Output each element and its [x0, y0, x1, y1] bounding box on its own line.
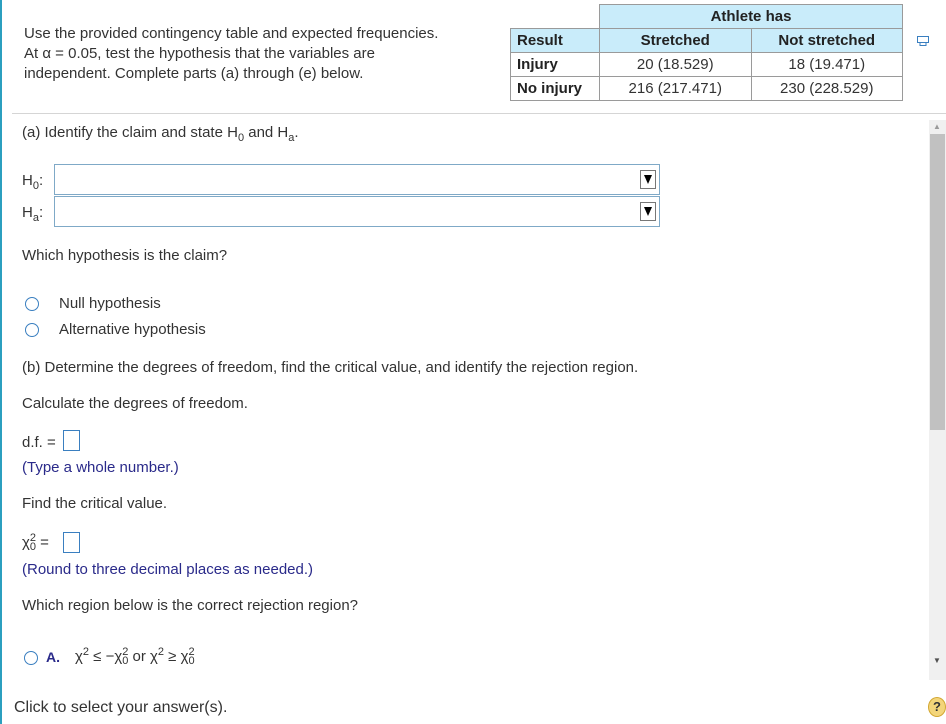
claim-question: Which hypothesis is the claim?	[22, 247, 228, 264]
region-question: Which region below is the correct rejection region?	[22, 597, 358, 614]
scroll-up-arrow-icon[interactable]: ▲	[933, 122, 941, 131]
help-icon[interactable]: ?	[928, 697, 946, 717]
h0-label-sub: 0	[32, 180, 39, 192]
scroll-down-arrow-icon[interactable]: ▼	[933, 656, 941, 665]
df-prompt: Calculate the degrees of freedom.	[22, 395, 248, 412]
formula-le: ≤ −	[89, 648, 115, 665]
df-hint: (Type a whole number.)	[22, 459, 179, 476]
part-a-text-end: .	[294, 124, 299, 141]
radio-alternative-hypothesis[interactable]	[25, 323, 39, 337]
row-label-injury: Injury	[511, 53, 600, 77]
table-header-result: Result	[511, 29, 600, 53]
table-header-not-stretched: Not stretched	[751, 29, 903, 53]
part-a-sub-0: 0	[237, 132, 245, 144]
ha-label-letter: H	[22, 204, 33, 221]
formula-sub-2: 0	[122, 655, 129, 667]
df-label: d.f. =	[22, 434, 56, 451]
critical-value-input[interactable]	[63, 532, 80, 553]
h0-dropdown[interactable]	[54, 164, 660, 195]
formula-chi-2: χ	[114, 648, 123, 665]
critical-value-label	[22, 534, 49, 552]
part-a-text-prefix: (a) Identify the claim and state H	[22, 124, 238, 141]
left-accent-border	[0, 0, 2, 724]
ha-dropdown[interactable]	[54, 196, 660, 227]
cv-prompt: Find the critical value.	[22, 495, 168, 512]
radio-option-a[interactable]	[24, 651, 38, 665]
formula-sup-2: 2	[122, 646, 129, 658]
chi-sup-2: 2	[29, 532, 36, 544]
vertical-scrollbar-thumb[interactable]	[930, 134, 945, 430]
ha-label-colon: :	[38, 204, 44, 221]
cell-no-injury-not-stretched: 230 (228.529)	[751, 77, 903, 101]
h0-label	[22, 172, 43, 192]
intro-line-1: Use the provided contingency table and expected frequencies.	[24, 25, 439, 42]
formula-chi-1: χ	[75, 648, 83, 665]
h0-label-letter: H	[22, 172, 33, 189]
contingency-table	[510, 4, 903, 101]
question-intro	[24, 24, 484, 84]
dropdown-arrow-icon[interactable]	[640, 202, 656, 221]
table-header-stretched: Stretched	[600, 29, 752, 53]
option-null-hypothesis[interactable]: Null hypothesis	[59, 295, 161, 312]
part-a-text-mid: and H	[244, 124, 289, 141]
table-corner-blank	[511, 5, 600, 29]
intro-line-3: independent. Complete parts (a) through (e) below.	[24, 65, 364, 82]
row-label-no-injury: No injury	[511, 77, 600, 101]
formula-ge: ≥	[164, 648, 181, 665]
cell-no-injury-stretched: 216 (217.471)	[600, 77, 752, 101]
intro-line-2	[24, 44, 484, 64]
h0-label-colon: :	[38, 172, 44, 189]
option-a-formula[interactable]	[75, 646, 195, 666]
intro-line-2-suffix: = 0.05, test the hypothesis that the variables are	[51, 45, 375, 62]
part-b-heading: (b) Determine the degrees of freedom, find the critical value, and identify the rejection region.	[22, 359, 639, 376]
equals-sign: =	[36, 534, 49, 551]
chi-symbol: χ	[22, 534, 30, 551]
section-divider	[12, 113, 946, 114]
ha-label	[22, 204, 43, 224]
footer-instruction: Click to select your answer(s).	[14, 699, 228, 716]
alpha-symbol: α	[42, 45, 52, 62]
table-group-header: Athlete has	[600, 5, 903, 29]
ha-label-sub: a	[32, 212, 39, 224]
formula-chi-3: χ	[150, 648, 158, 665]
radio-null-hypothesis[interactable]	[25, 297, 39, 311]
formula-sub-4: 0	[188, 655, 195, 667]
formula-sup-3: 2	[157, 646, 165, 658]
part-a-sub-a: a	[288, 132, 295, 144]
option-alternative-hypothesis[interactable]: Alternative hypothesis	[59, 321, 206, 338]
chi-sub-0: 0	[29, 541, 36, 553]
formula-or: or	[128, 648, 151, 665]
formula-script-4	[188, 648, 194, 666]
dropdown-arrow-icon[interactable]	[640, 170, 656, 189]
print-table-icon[interactable]	[917, 36, 929, 46]
intro-line-2-prefix: At	[24, 45, 43, 62]
cell-injury-not-stretched: 18 (19.471)	[751, 53, 903, 77]
cell-injury-stretched: 20 (18.529)	[600, 53, 752, 77]
cv-hint: (Round to three decimal places as needed.)	[22, 561, 314, 578]
formula-sup-1: 2	[82, 646, 89, 658]
formula-chi-4: χ	[180, 648, 189, 665]
formula-sup-4: 2	[188, 646, 195, 658]
part-a-heading	[22, 124, 299, 144]
option-a-label[interactable]: A.	[46, 649, 60, 665]
df-answer-input[interactable]	[63, 430, 80, 451]
table-row	[511, 77, 903, 101]
table-row	[511, 53, 903, 77]
